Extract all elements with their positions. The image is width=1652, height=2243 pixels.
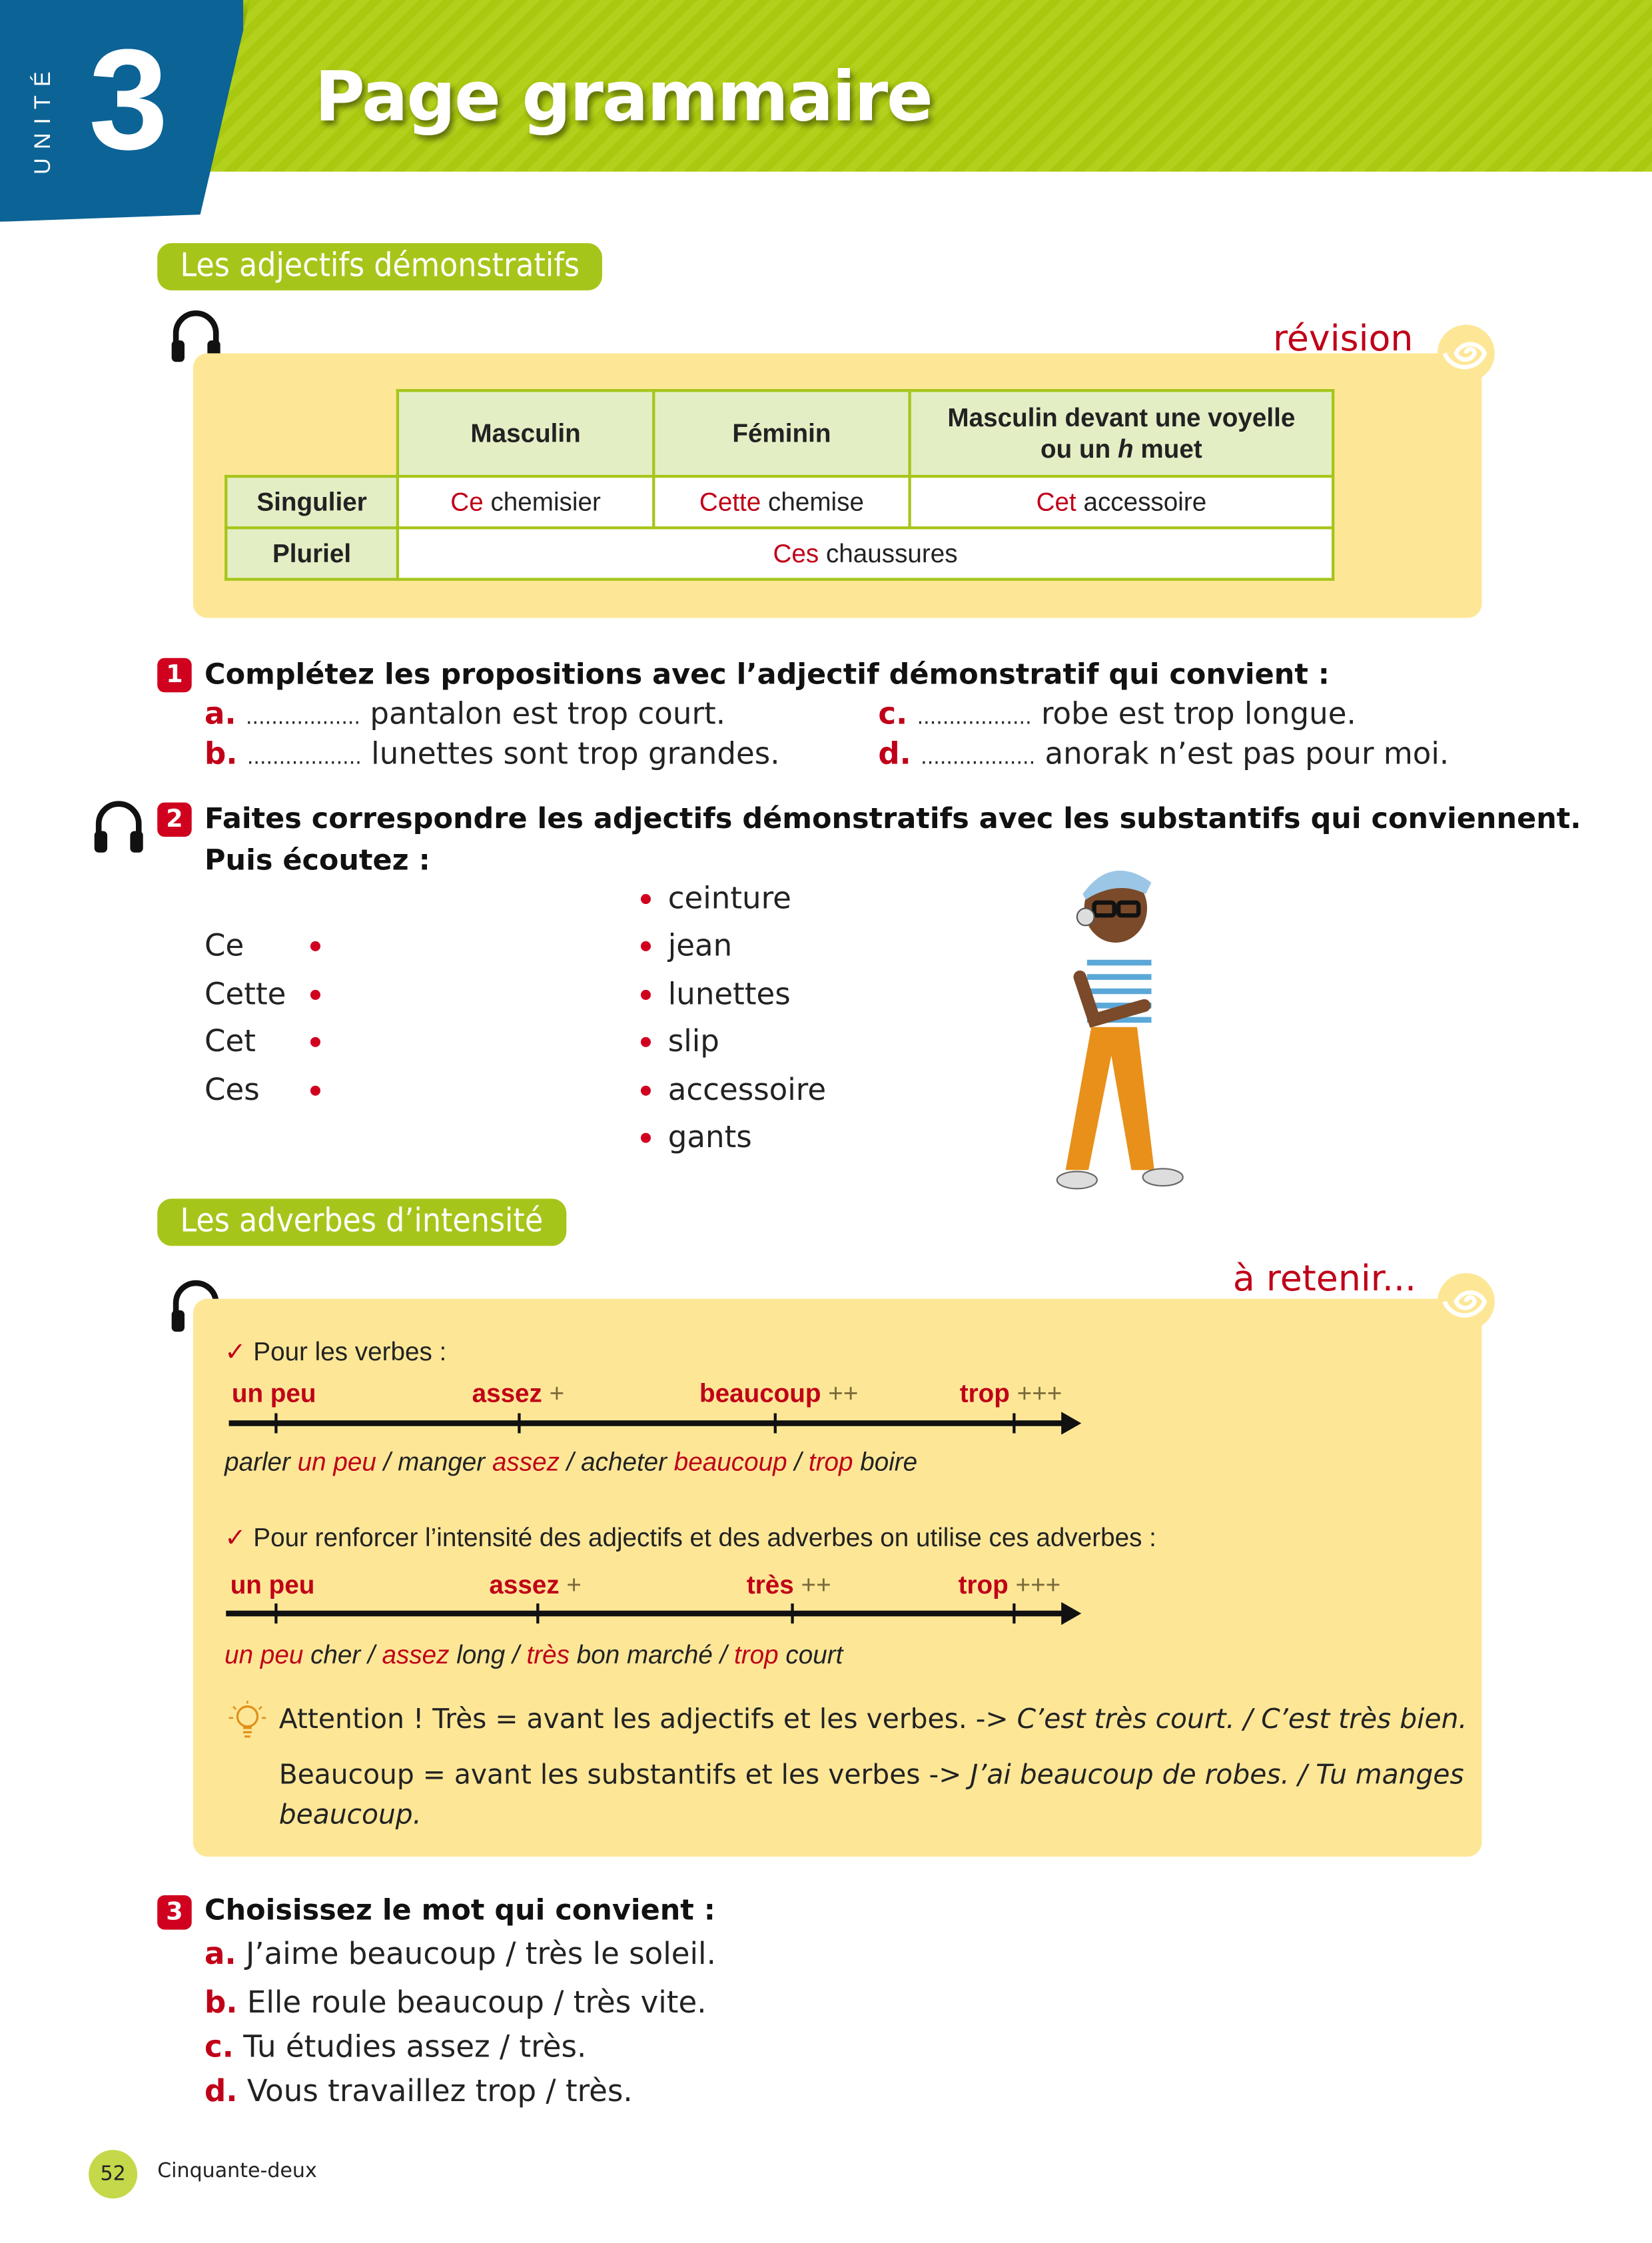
- check-adjectifs: ✓ Pour renforcer l’intensité des adjectifs et des adverbes on utilise ces adverbes :: [224, 1523, 1156, 1552]
- exercise-1-item-b: b. .................. lunettes sont trop grandes.: [205, 736, 780, 771]
- scale2-label: trop +++: [958, 1570, 1061, 1599]
- scale-tick: [518, 1413, 520, 1433]
- intensity-scale-line: [229, 1420, 1064, 1426]
- headphones-icon[interactable]: [90, 795, 147, 855]
- match-dot[interactable]: [310, 1086, 320, 1096]
- page-number: 52: [89, 2150, 137, 2198]
- scale1-label: trop +++: [959, 1378, 1062, 1408]
- revision-tag: révision: [1273, 317, 1414, 359]
- row-header-singulier: Singulier: [226, 476, 398, 528]
- exercise-3-item-b: b. Elle roule beaucoup / très vite.: [205, 1985, 707, 2020]
- exercise-number-badge: 1: [157, 658, 192, 693]
- check-icon: ✓: [224, 1337, 246, 1366]
- exercise-3-item-d: d. Vous travaillez trop / très.: [205, 2074, 633, 2108]
- scale-tick: [1013, 1603, 1015, 1623]
- row-header-pluriel: Pluriel: [226, 528, 398, 579]
- match-dot[interactable]: [641, 1037, 651, 1047]
- exercise-3-item-a: a. J’aime beaucoup / très le soleil.: [205, 1937, 716, 1971]
- exercise-3-item-c: c. Tu étudies assez / très.: [205, 2029, 587, 2064]
- cell: Ces chaussures: [398, 528, 1333, 579]
- match-right-lunettes: lunettes: [667, 977, 791, 1012]
- match-dot[interactable]: [641, 894, 651, 904]
- exercise-1-item-c: c. .................. robe est trop longue.: [878, 696, 1356, 731]
- match-left-ce: Ce: [205, 928, 244, 963]
- attention-beaucoup-cont: beaucoup.: [278, 1799, 422, 1831]
- match-right-jean: jean: [667, 928, 733, 963]
- table-row: [226, 528, 1333, 579]
- unit-number: 3: [89, 20, 169, 181]
- exercise-2-title: Faites correspondre les adjectifs démonstratifs avec les substantifs qui conviennent.: [205, 801, 1581, 835]
- exercise-1-title: Complétez les propositions avec l’adjectif démonstratif qui convient :: [205, 656, 1330, 691]
- match-dot[interactable]: [641, 990, 651, 1000]
- unit-label: UNITÉ: [31, 63, 56, 175]
- match-dot[interactable]: [641, 941, 651, 951]
- section-title-adverbes: Les adverbes d’intensité: [157, 1198, 566, 1246]
- arrow-head-icon: [1061, 1602, 1081, 1625]
- example-verbes: parler un peu / manger assez / acheter beaucoup / trop boire: [224, 1447, 918, 1476]
- scale-tick: [536, 1603, 539, 1623]
- cell: Ce chemisier: [398, 476, 653, 528]
- scale2-label: très ++: [746, 1570, 831, 1599]
- match-dot[interactable]: [641, 1086, 651, 1096]
- match-dot[interactable]: [310, 990, 320, 1000]
- col-header-masculin: Masculin: [398, 390, 653, 476]
- scale-tick: [791, 1603, 793, 1623]
- a-retenir-tag: à retenir...: [1232, 1257, 1417, 1299]
- match-left-cet: Cet: [205, 1024, 256, 1059]
- col-header-feminin: Féminin: [653, 390, 909, 476]
- scale-tick: [274, 1603, 277, 1623]
- arrow-head-icon: [1061, 1412, 1081, 1434]
- scale-tick: [774, 1413, 777, 1433]
- lightbulb-icon: [229, 1699, 266, 1745]
- section-title-demonstratifs: Les adjectifs démonstratifs: [157, 243, 602, 290]
- match-right-slip: slip: [667, 1024, 719, 1059]
- exercise-1-item-d: d. .................. anorak n’est pas pour moi.: [878, 736, 1449, 771]
- exercise-2-subtitle: Puis écoutez :: [205, 842, 430, 877]
- match-dot[interactable]: [310, 1037, 320, 1047]
- exercise-number-badge: 3: [157, 1895, 192, 1930]
- scale1-label: assez +: [472, 1378, 565, 1408]
- spiral-icon: [1435, 1270, 1497, 1333]
- attention-tres: Attention ! Très = avant les adjectifs et les verbes. -> C’est très court. / C’est très bien.: [278, 1703, 1467, 1735]
- match-right-accessoire: accessoire: [667, 1073, 827, 1107]
- exercise-1-item-a: a. .................. pantalon est trop court.: [205, 696, 726, 731]
- match-left-ces: Ces: [205, 1073, 260, 1107]
- match-dot[interactable]: [641, 1133, 651, 1143]
- cell: Cet accessoire: [910, 476, 1334, 528]
- scale-tick: [274, 1413, 277, 1433]
- table-row: [226, 476, 1333, 528]
- col-header-masculin-voyelle: Masculin devant une voyelle ou un h muet: [910, 390, 1334, 476]
- scale2-label: assez +: [489, 1570, 582, 1599]
- example-adjectifs: un peu cher / assez long / très bon marché / trop court: [224, 1640, 843, 1669]
- demonstratives-table: [224, 389, 1334, 581]
- exercise-3-title: Choisissez le mot qui convient :: [205, 1892, 715, 1927]
- attention-beaucoup: Beaucoup = avant les substantifs et les verbes -> J’ai beaucoup de robes. / Tu manges: [278, 1759, 1464, 1791]
- cell: Cette chemise: [653, 476, 909, 528]
- check-verbes: ✓ Pour les verbes :: [224, 1337, 447, 1366]
- match-dot[interactable]: [310, 941, 320, 951]
- match-left-cette: Cette: [205, 977, 286, 1012]
- match-right-ceinture: ceinture: [667, 881, 791, 916]
- spiral-icon: [1435, 322, 1497, 384]
- scale1-label: un peu: [231, 1378, 316, 1408]
- intensity-scale-line: [226, 1611, 1064, 1617]
- scale1-label: beaucoup ++: [699, 1378, 859, 1408]
- match-right-gants: gants: [667, 1120, 752, 1154]
- page-number-words: Cinquante-deux: [157, 2160, 317, 2183]
- boy-with-headphones-illustration: [1051, 863, 1194, 1199]
- check-icon: ✓: [224, 1523, 246, 1552]
- scale2-label: un peu: [230, 1570, 315, 1599]
- exercise-number-badge: 2: [157, 803, 192, 837]
- page-title: Page grammaire: [314, 57, 932, 138]
- scale-tick: [1013, 1413, 1015, 1433]
